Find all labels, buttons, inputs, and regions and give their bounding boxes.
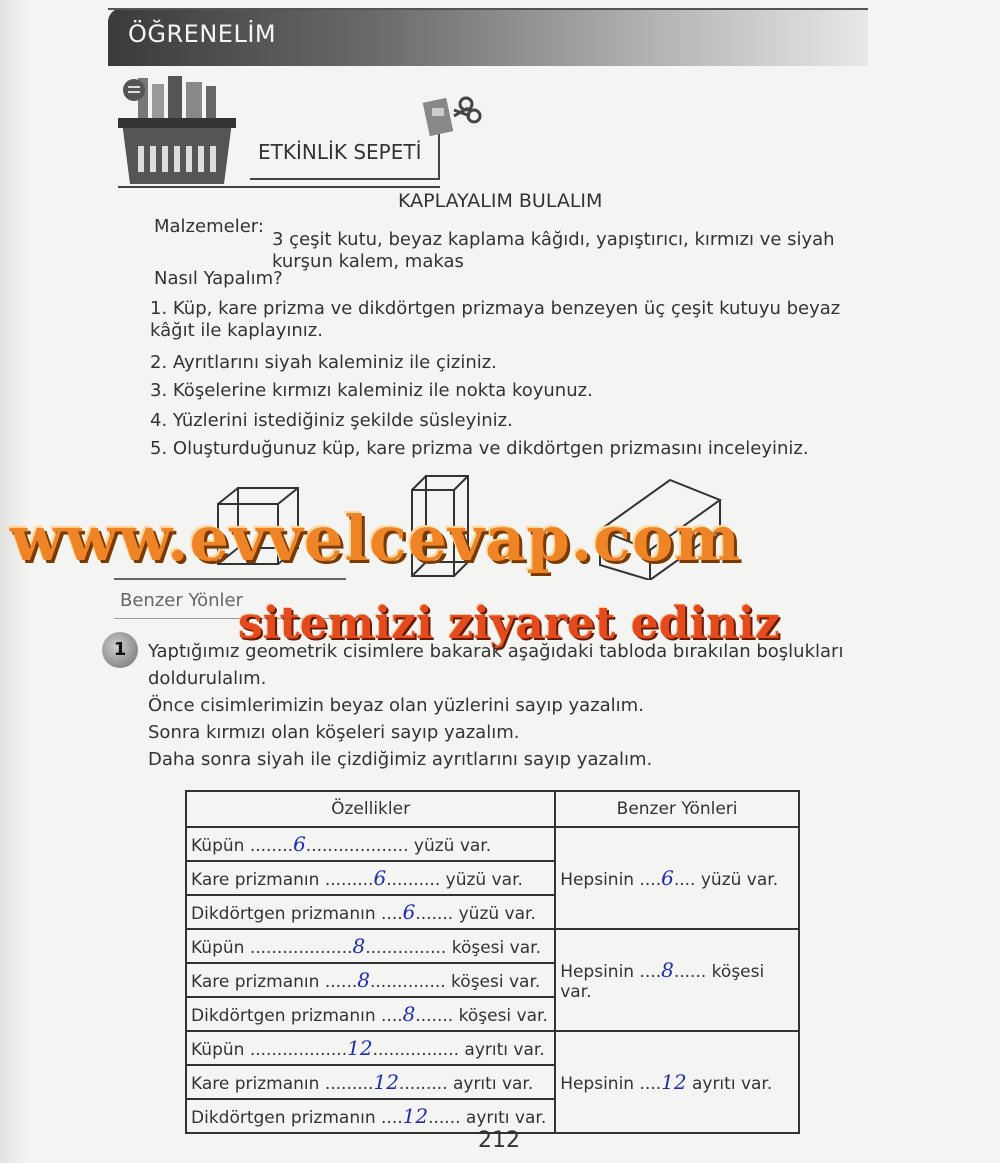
table-cell: Küpün ........6................... yüzü var. [186,827,555,861]
watermark-url: www.evvelcevap.com [10,502,741,575]
handwritten-answer: 6 [373,866,387,890]
table-row [186,929,799,963]
materials-text: 3 çeşit kutu, beyaz kaplama kâğıdı, yapıştırıcı, kırmızı ve siyah kurşun kalem, makas [272,229,835,272]
table-header: Özellikler [186,791,555,827]
handwritten-answer: 12 [661,1070,687,1094]
banner-divider [108,8,868,10]
handwritten-answer: 12 [373,1070,399,1094]
question-text [148,638,848,773]
section-title: ÖĞRENELİM [128,20,277,48]
properties-table [185,790,800,1134]
step-item: 1. Küp, kare prizma ve dikdörtgen prizmaya benzeyen üç çeşit kutuyu beyaz kâğıt ile kaplayınız. [150,298,841,341]
activity-title: KAPLAYALIM BULALIM [398,190,603,212]
page-number: 212 [478,1128,520,1153]
materials-label: Malzemeler: [154,216,264,237]
table-cell: Küpün ...................8............... köşesi var. [186,929,555,963]
table-row [186,1031,799,1065]
table-cell: Dikdörtgen prizmanın ....6....... yüzü var. [186,895,555,929]
handwritten-answer: 8 [352,934,366,958]
question-line: Sonra kırmızı olan köşeleri sayıp yazalım. [148,722,520,743]
handwritten-answer: 12 [347,1036,373,1060]
table-header: Benzer Yönleri [555,791,799,827]
step-item: 5. Oluşturduğunuz küp, kare prizma ve dikdörtgen prizmasını inceleyiniz. [150,438,809,459]
question-line: Yaptığımız geometrik cisimlere bakarak aşağıdaki tabloda bırakılan boşlukları doldurulalım. [148,641,844,689]
activity-box-underline [118,186,440,188]
table-cell: Dikdörtgen prizmanın ....12...... ayrıtı var. [186,1099,555,1133]
scissors-icon [414,86,484,156]
step-item: 4. Yüzlerini istediğiniz şekilde süsleyiniz. [150,410,513,431]
how-label: Nasıl Yapalım? [154,268,283,289]
basket-icon [118,72,236,190]
question-line: Daha sonra siyah ile çizdiğimiz ayrıtlarını sayıp yazalım. [148,749,653,770]
question-number-badge: 1 [102,632,138,668]
handwritten-answer: 8 [357,968,370,992]
activity-box-title: ETKİNLİK SEPETİ [258,140,422,164]
section-heading: Benzer Yönler [120,590,243,611]
step-item: 2. Ayrıtlarını siyah kaleminiz ile çiziniz. [150,352,497,373]
watermark-tagline: sitemizi ziyaret ediniz [238,598,780,649]
table-cell: Küpün ..................12................ ayrıtı var. [186,1031,555,1065]
handwritten-answer: 8 [402,1002,416,1026]
common-cell: Hepsinin ....12 ayrıtı var. [555,1031,799,1133]
handwritten-answer: 6 [293,832,306,856]
handwritten-answer: 6 [661,866,674,890]
handwritten-answer: 8 [661,958,674,982]
step-item: 3. Köşelerine kırmızı kaleminiz ile nokta koyunuz. [150,380,593,401]
handwritten-answer: 12 [402,1104,429,1128]
section-divider [114,578,346,580]
question-line: Önce cisimlerimizin beyaz olan yüzlerini sayıp yazalım. [148,695,644,716]
common-cell: Hepsinin ....6.... yüzü var. [555,827,799,929]
table-cell: Dikdörtgen prizmanın ....8....... köşesi var. [186,997,555,1031]
table-cell: Kare prizmanın .........12......... ayrıtı var. [186,1065,555,1099]
page-edge-shadow [0,0,28,1163]
common-cell: Hepsinin ....8...... köşesi var. [555,929,799,1031]
handwritten-answer: 6 [402,900,416,924]
table-cell: Kare prizmanın .........6.......... yüzü var. [186,861,555,895]
table-row [186,827,799,861]
table-cell: Kare prizmanın ......8.............. köşesi var. [186,963,555,997]
